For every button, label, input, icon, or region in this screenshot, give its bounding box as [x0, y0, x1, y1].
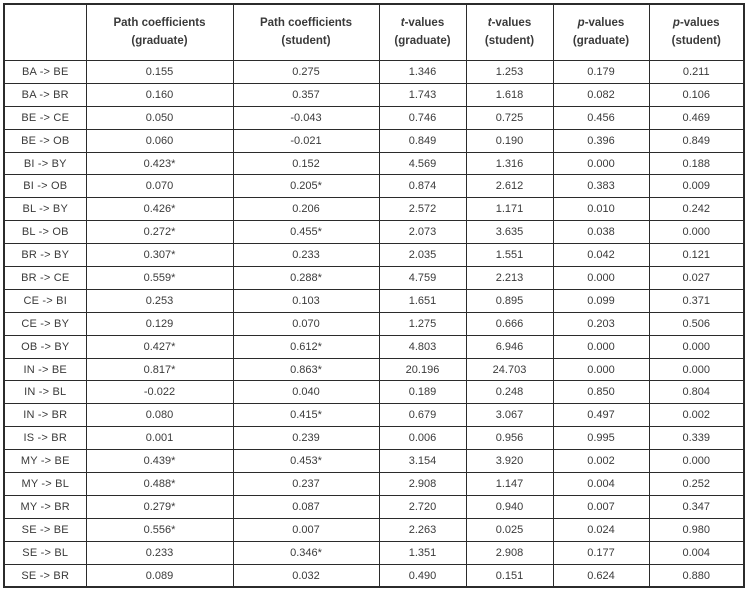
value-cell: 0.339: [649, 427, 744, 450]
value-cell: 0.179: [553, 61, 649, 84]
value-cell: 2.908: [379, 473, 466, 496]
table-row: [4, 427, 744, 450]
col-header-text: Path coefficients: [113, 16, 206, 29]
header-row: [4, 4, 744, 61]
value-cell: 0.874: [379, 175, 466, 198]
value-cell: 1.651: [379, 289, 466, 312]
value-cell: 0.239: [233, 427, 379, 450]
table-row: [4, 221, 744, 244]
value-cell: -0.021: [233, 129, 379, 152]
value-cell: 3.635: [466, 221, 553, 244]
value-cell: 0.252: [649, 473, 744, 496]
value-cell: 0.010: [553, 198, 649, 221]
col-header-em: t: [487, 16, 492, 29]
value-cell: 20.196: [379, 358, 466, 381]
path-coefficients-table: [3, 3, 745, 588]
value-cell: 0.396: [553, 129, 649, 152]
value-cell: 4.569: [379, 152, 466, 175]
value-cell: 0.456: [553, 106, 649, 129]
value-cell: 0.060: [86, 129, 233, 152]
row-label: SE -> BR: [4, 564, 86, 587]
value-cell: 0.559*: [86, 267, 233, 290]
value-cell: 0.427*: [86, 335, 233, 358]
table-row: [4, 381, 744, 404]
value-cell: 0.423*: [86, 152, 233, 175]
value-cell: 0.032: [233, 564, 379, 587]
table-row: [4, 83, 744, 106]
value-cell: 0.024: [553, 518, 649, 541]
value-cell: 2.073: [379, 221, 466, 244]
value-cell: 0.027: [649, 267, 744, 290]
value-cell: 0.000: [553, 267, 649, 290]
value-cell: 0.000: [553, 152, 649, 175]
value-cell: 0.070: [86, 175, 233, 198]
row-label: IN -> BE: [4, 358, 86, 381]
col-header-sub: (student): [671, 34, 721, 47]
value-cell: 0.506: [649, 312, 744, 335]
value-cell: 4.759: [379, 267, 466, 290]
value-cell: 0.612*: [233, 335, 379, 358]
value-cell: 0.000: [649, 221, 744, 244]
value-cell: 0.817*: [86, 358, 233, 381]
row-label: IN -> BR: [4, 404, 86, 427]
value-cell: 0.152: [233, 152, 379, 175]
col-header-em: p: [577, 16, 585, 29]
value-cell: 0.469: [649, 106, 744, 129]
table-row: [4, 129, 744, 152]
value-cell: 0.279*: [86, 495, 233, 518]
table-row: [4, 312, 744, 335]
row-label: BA -> BR: [4, 83, 86, 106]
value-cell: 0.253: [86, 289, 233, 312]
row-label: IS -> BR: [4, 427, 86, 450]
value-cell: 0.307*: [86, 244, 233, 267]
value-cell: 4.803: [379, 335, 466, 358]
table-row: [4, 473, 744, 496]
value-cell: 0.556*: [86, 518, 233, 541]
value-cell: 2.612: [466, 175, 553, 198]
value-cell: 0.242: [649, 198, 744, 221]
value-cell: 0.106: [649, 83, 744, 106]
value-cell: 0.000: [553, 358, 649, 381]
row-label: BE -> CE: [4, 106, 86, 129]
value-cell: 0.206: [233, 198, 379, 221]
value-cell: 0.497: [553, 404, 649, 427]
row-label: CE -> BI: [4, 289, 86, 312]
table-row: [4, 335, 744, 358]
value-cell: 0.804: [649, 381, 744, 404]
value-cell: 0.383: [553, 175, 649, 198]
value-cell: 0.863*: [233, 358, 379, 381]
row-label: MY -> BE: [4, 450, 86, 473]
value-cell: -0.043: [233, 106, 379, 129]
value-cell: 0.746: [379, 106, 466, 129]
col-header-sub: (graduate): [394, 34, 451, 47]
value-cell: 0.009: [649, 175, 744, 198]
value-cell: 1.743: [379, 83, 466, 106]
value-cell: -0.022: [86, 381, 233, 404]
col-header-path-coefficients-student: [233, 4, 379, 61]
value-cell: 0.455*: [233, 221, 379, 244]
value-cell: 0.129: [86, 312, 233, 335]
value-cell: 0.666: [466, 312, 553, 335]
col-header-text: Path coefficients: [259, 16, 353, 29]
value-cell: 0.004: [649, 541, 744, 564]
col-header-text: -values: [584, 16, 625, 29]
value-cell: 2.572: [379, 198, 466, 221]
value-cell: 0.439*: [86, 450, 233, 473]
value-cell: 0.082: [553, 83, 649, 106]
value-cell: 0.025: [466, 518, 553, 541]
value-cell: 0.002: [553, 450, 649, 473]
table-row: [4, 564, 744, 587]
value-cell: 1.275: [379, 312, 466, 335]
value-cell: 6.946: [466, 335, 553, 358]
row-label: MY -> BL: [4, 473, 86, 496]
col-header-t-values-graduate: [379, 4, 466, 61]
value-cell: 0.042: [553, 244, 649, 267]
value-cell: 0.426*: [86, 198, 233, 221]
table-row: [4, 267, 744, 290]
value-cell: 3.067: [466, 404, 553, 427]
value-cell: 0.725: [466, 106, 553, 129]
table-row: [4, 541, 744, 564]
value-cell: 3.154: [379, 450, 466, 473]
row-label: MY -> BR: [4, 495, 86, 518]
value-cell: 0.490: [379, 564, 466, 587]
corner-cell: [4, 4, 86, 61]
col-header-sub: (student): [281, 34, 331, 47]
value-cell: 0.007: [233, 518, 379, 541]
row-label: BL -> OB: [4, 221, 86, 244]
value-cell: 1.253: [466, 61, 553, 84]
value-cell: 0.000: [649, 450, 744, 473]
value-cell: 3.920: [466, 450, 553, 473]
value-cell: 0.070: [233, 312, 379, 335]
row-label: BI -> OB: [4, 175, 86, 198]
value-cell: 0.956: [466, 427, 553, 450]
row-label: BR -> CE: [4, 267, 86, 290]
value-cell: 1.351: [379, 541, 466, 564]
value-cell: 0.371: [649, 289, 744, 312]
value-cell: 0.233: [86, 541, 233, 564]
value-cell: 0.050: [86, 106, 233, 129]
value-cell: 0.237: [233, 473, 379, 496]
table-row: [4, 152, 744, 175]
value-cell: 0.004: [553, 473, 649, 496]
table-row: [4, 61, 744, 84]
value-cell: 2.263: [379, 518, 466, 541]
col-header-em: p: [672, 16, 680, 29]
table-row: [4, 518, 744, 541]
col-header-p-values-student: [649, 4, 744, 61]
col-header-text: -values: [491, 16, 532, 29]
value-cell: 0.099: [553, 289, 649, 312]
value-cell: 0.177: [553, 541, 649, 564]
row-label: CE -> BY: [4, 312, 86, 335]
col-header-em: t: [400, 16, 405, 29]
value-cell: 0.415*: [233, 404, 379, 427]
col-header-sub: (graduate): [131, 34, 188, 47]
value-cell: 0.849: [379, 129, 466, 152]
value-cell: 0.288*: [233, 267, 379, 290]
value-cell: 0.453*: [233, 450, 379, 473]
value-cell: 0.160: [86, 83, 233, 106]
value-cell: 0.624: [553, 564, 649, 587]
value-cell: 0.151: [466, 564, 553, 587]
col-header-p-values-graduate: [553, 4, 649, 61]
value-cell: 0.089: [86, 564, 233, 587]
row-label: BR -> BY: [4, 244, 86, 267]
value-cell: 0.849: [649, 129, 744, 152]
col-header-text: -values: [679, 16, 720, 29]
value-cell: 0.155: [86, 61, 233, 84]
table-row: [4, 198, 744, 221]
value-cell: 0.203: [553, 312, 649, 335]
col-header-text: -values: [404, 16, 445, 29]
table-row: [4, 289, 744, 312]
value-cell: 1.618: [466, 83, 553, 106]
value-cell: 0.007: [553, 495, 649, 518]
value-cell: 0.880: [649, 564, 744, 587]
col-header-path-coefficients-graduate: [86, 4, 233, 61]
value-cell: 0.087: [233, 495, 379, 518]
value-cell: 0.357: [233, 83, 379, 106]
value-cell: 0.995: [553, 427, 649, 450]
value-cell: 0.000: [649, 358, 744, 381]
value-cell: 0.347: [649, 495, 744, 518]
value-cell: 1.316: [466, 152, 553, 175]
row-label: SE -> BE: [4, 518, 86, 541]
value-cell: 0.006: [379, 427, 466, 450]
value-cell: 0.211: [649, 61, 744, 84]
value-cell: 0.272*: [86, 221, 233, 244]
col-header-sub: (student): [484, 34, 535, 47]
value-cell: 2.213: [466, 267, 553, 290]
value-cell: 0.001: [86, 427, 233, 450]
value-cell: 0.121: [649, 244, 744, 267]
row-label: IN -> BL: [4, 381, 86, 404]
value-cell: 0.002: [649, 404, 744, 427]
value-cell: 0.248: [466, 381, 553, 404]
row-label: BI -> BY: [4, 152, 86, 175]
value-cell: 1.147: [466, 473, 553, 496]
table-row: [4, 404, 744, 427]
table-row: [4, 175, 744, 198]
value-cell: 0.895: [466, 289, 553, 312]
value-cell: 0.233: [233, 244, 379, 267]
table-row: [4, 106, 744, 129]
value-cell: 1.171: [466, 198, 553, 221]
value-cell: 0.940: [466, 495, 553, 518]
value-cell: 2.908: [466, 541, 553, 564]
value-cell: 0.189: [379, 381, 466, 404]
row-label: OB -> BY: [4, 335, 86, 358]
value-cell: 0.679: [379, 404, 466, 427]
value-cell: 0.080: [86, 404, 233, 427]
value-cell: 0.040: [233, 381, 379, 404]
value-cell: 0.000: [649, 335, 744, 358]
value-cell: 0.205*: [233, 175, 379, 198]
value-cell: 0.980: [649, 518, 744, 541]
table-row: [4, 358, 744, 381]
value-cell: 0.103: [233, 289, 379, 312]
table-row: [4, 495, 744, 518]
value-cell: 24.703: [466, 358, 553, 381]
table-row: [4, 244, 744, 267]
value-cell: 0.190: [466, 129, 553, 152]
row-label: SE -> BL: [4, 541, 86, 564]
row-label: BA -> BE: [4, 61, 86, 84]
value-cell: 0.038: [553, 221, 649, 244]
col-header-sub: (graduate): [572, 34, 630, 47]
value-cell: 0.000: [553, 335, 649, 358]
value-cell: 0.488*: [86, 473, 233, 496]
value-cell: 2.035: [379, 244, 466, 267]
value-cell: 1.346: [379, 61, 466, 84]
row-label: BL -> BY: [4, 198, 86, 221]
row-label: BE -> OB: [4, 129, 86, 152]
value-cell: 1.551: [466, 244, 553, 267]
table-row: [4, 450, 744, 473]
value-cell: 0.275: [233, 61, 379, 84]
value-cell: 0.188: [649, 152, 744, 175]
value-cell: 0.850: [553, 381, 649, 404]
col-header-t-values-student: [466, 4, 553, 61]
value-cell: 0.346*: [233, 541, 379, 564]
value-cell: 2.720: [379, 495, 466, 518]
